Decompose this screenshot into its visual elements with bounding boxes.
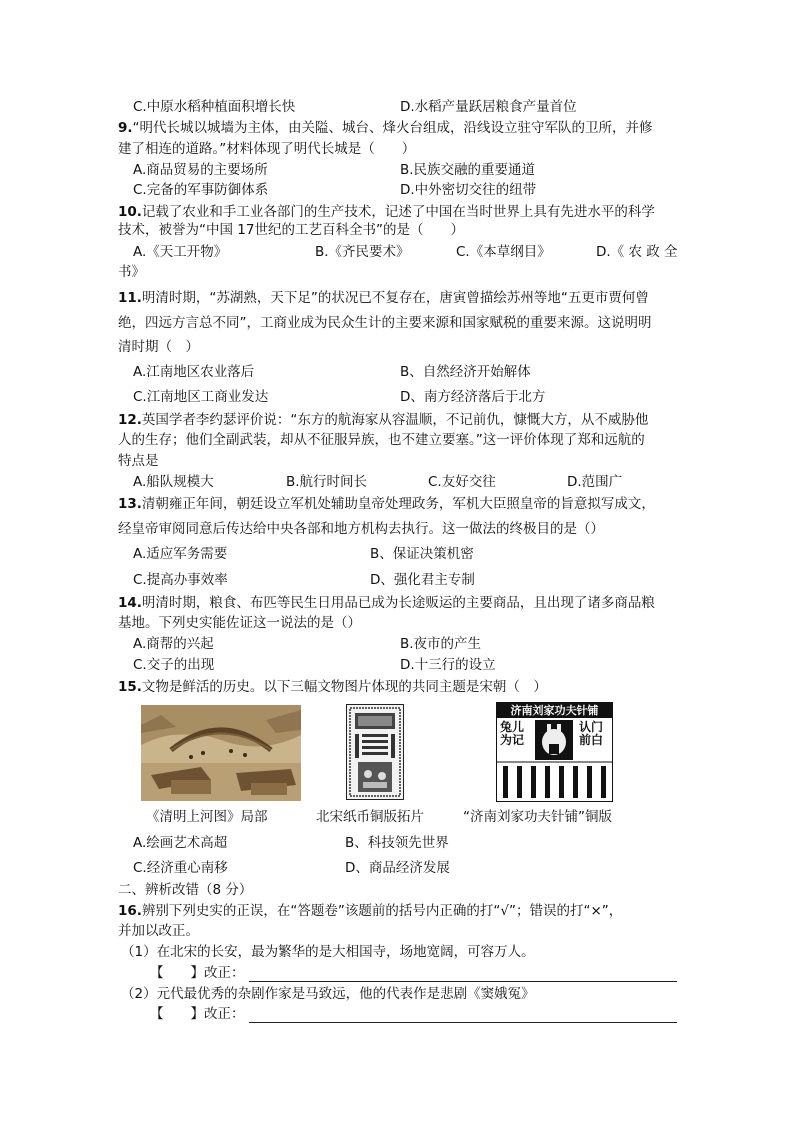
q11-option-a: A.江南地区农业落后 bbox=[133, 364, 255, 380]
q13-stem-line1: 13.清朝雍正年间，朝廷设立军机处辅助皇帝处理政务，军机大臣照皇帝的旨意拟写成文， bbox=[118, 496, 655, 512]
q9-stem-line1: 9.“明代长城以城墙为主体，由关隘、城台、烽火台组成，沿线设立驻守军队的卫所，并修 bbox=[118, 120, 653, 136]
q11-option-d: D、南方经济落后于北方 bbox=[400, 389, 546, 405]
q12-stem-line3: 特点是 bbox=[118, 453, 159, 469]
plate-left-mark: 兔儿为记 bbox=[500, 720, 525, 747]
q10-stem-line1: 10.记载了农业和手工业各部门的生产技术，记述了中国在当时世界上具有先进水平的科学 bbox=[118, 204, 655, 220]
q10-option-c: C.《本草纲目》 bbox=[456, 244, 551, 260]
q16-item-2: （2）元代最优秀的杂剧作家是马致远，他的代表作是悲剧《窦娥冤》 bbox=[121, 986, 535, 1002]
q9-option-a: A.商品贸易的主要场所 bbox=[133, 162, 268, 178]
q16-stem-line1: 16.辨别下列史实的正误，在“答题卷”该题前的括号内正确的打“√”；错误的打“×”， bbox=[118, 903, 623, 919]
plate-title-bar: 济南刘家功夫针铺 bbox=[497, 703, 612, 718]
q13-option-d: D、强化君主专制 bbox=[370, 572, 475, 588]
q15-option-c: C.经济重心南移 bbox=[133, 860, 228, 876]
q12-option-d: D.范围广 bbox=[567, 474, 623, 490]
q10-number: 10. bbox=[118, 204, 142, 220]
q16-number: 16. bbox=[118, 903, 142, 919]
q11-option-c: C.江南地区工商业发达 bbox=[133, 389, 269, 405]
plate-right-mark: 认门前白 bbox=[579, 720, 604, 747]
q15-option-a: A.绘画艺术高超 bbox=[133, 835, 228, 851]
q12-option-a: A.船队规模大 bbox=[133, 474, 214, 490]
q9-option-b: B.民族交融的重要通道 bbox=[400, 162, 536, 178]
q13-stem-line2: 经皇帝审阅同意后传达给中央各部和地方机构去执行。这一做法的终极目的是（） bbox=[118, 521, 604, 537]
q9-option-c: C.完备的军事防御体系 bbox=[133, 182, 269, 198]
q9-number: 9. bbox=[118, 120, 133, 136]
needle-shop-caption: “济南刘家功夫针铺”铜版 bbox=[463, 809, 612, 825]
q10-stem-line2: 技术，被誉为“中国 17世纪的工艺百科全书”的是（ ） bbox=[118, 222, 464, 238]
q10-option-d: D.《 农 政 全 bbox=[596, 244, 678, 260]
q10-option-b: B.《齐民要术》 bbox=[315, 244, 410, 260]
q15-option-b: B、科技领先世界 bbox=[345, 835, 449, 851]
q14-option-c: C.交子的出现 bbox=[133, 657, 215, 673]
q14-number: 14. bbox=[118, 595, 142, 611]
q11-option-b: B、自然经济开始解体 bbox=[400, 364, 531, 380]
q16-item-1: （1）在北宋的长安，最为繁华的是大相国寺，场地宽阔，可容万人。 bbox=[121, 944, 535, 960]
judgment-bracket[interactable]: 【 】改正： bbox=[150, 1006, 245, 1022]
song-banknote-image bbox=[346, 704, 404, 800]
q14-stem-line1: 14.明清时期，粮食、布匹等民生日用品已成为长途贩运的主要商品，且出现了诸多商品粮 bbox=[118, 595, 655, 611]
qingming-caption: 《清明上河图》局部 bbox=[146, 809, 268, 825]
q11-number: 11. bbox=[118, 290, 142, 306]
q14-option-b: B.夜市的产生 bbox=[400, 636, 482, 652]
q15-stem-line1: 15.文物是鲜活的历史。以下三幅文物图片体现的共同主题是宋朝（ ） bbox=[118, 679, 547, 695]
rabbit-emblem-icon bbox=[497, 718, 612, 801]
q11-stem-line1: 11.明清时期，“苏湖熟，天下足”的状况已不复存在，唐寅曾描绘苏州等地“五更市贾何曾 bbox=[118, 290, 649, 306]
q9-option-d: D.中外密切交往的纽带 bbox=[400, 182, 537, 198]
q13-option-a: A.适应军务需要 bbox=[133, 546, 228, 562]
q15-number: 15. bbox=[118, 679, 142, 695]
q13-number: 13. bbox=[118, 496, 142, 512]
q10-option-d-wrap: 书》 bbox=[118, 264, 145, 280]
q12-option-c: C.友好交往 bbox=[428, 474, 496, 490]
q16-answer-row-1 bbox=[150, 964, 677, 982]
q11-stem-line2: 绝，四远方言总不同”，工商业成为民众生计的主要来源和国家赋税的重要来源。这说明明 bbox=[118, 315, 652, 331]
q14-option-d: D.十三行的设立 bbox=[400, 657, 496, 673]
q8-option-d: D.水稻产量跃居粮食产量首位 bbox=[400, 99, 577, 115]
needle-shop-plate-image bbox=[496, 702, 613, 802]
q12-stem-line1: 12.英国学者李约瑟评价说：“东方的航海家从容温顺，不记前仇，慷慨大方，从不威胁他 bbox=[118, 412, 649, 428]
q14-option-a: A.商帮的兴起 bbox=[133, 636, 214, 652]
banknote-caption: 北宋纸币铜版拓片 bbox=[316, 809, 424, 825]
q12-number: 12. bbox=[118, 412, 142, 428]
q11-stem-line3: 清时期（ ） bbox=[118, 339, 199, 355]
q14-stem-line2: 基地。下列史实能佐证这一说法的是（） bbox=[118, 615, 361, 631]
section-2-heading: 二、辨析改错（8 分） bbox=[118, 882, 253, 898]
q12-stem-line2: 人的生存；他们全副武装，却从不征服异族，也不建立要塞。”这一评价体现了郑和远航的 bbox=[118, 432, 645, 448]
q8-option-c: C.中原水稻种植面积增长快 bbox=[133, 99, 296, 115]
q16-stem-line2: 并加以改正。 bbox=[118, 923, 199, 939]
qingming-scroll-image bbox=[141, 705, 301, 801]
q10-option-a: A.《天工开物》 bbox=[133, 244, 228, 260]
q12-option-b: B.航行时间长 bbox=[286, 474, 368, 490]
judgment-bracket[interactable]: 【 】改正： bbox=[150, 965, 245, 981]
q9-stem-line2: 建了相连的道路。”材料体现了明代长城是（ ） bbox=[118, 141, 416, 157]
q13-option-b: B、保证决策机密 bbox=[370, 546, 474, 562]
correction-blank-1[interactable] bbox=[249, 967, 677, 982]
q15-option-d: D、商品经济发展 bbox=[345, 860, 450, 876]
q16-answer-row-2 bbox=[150, 1005, 677, 1023]
q13-option-c: C.提高办事效率 bbox=[133, 572, 228, 588]
correction-blank-2[interactable] bbox=[249, 1008, 677, 1023]
